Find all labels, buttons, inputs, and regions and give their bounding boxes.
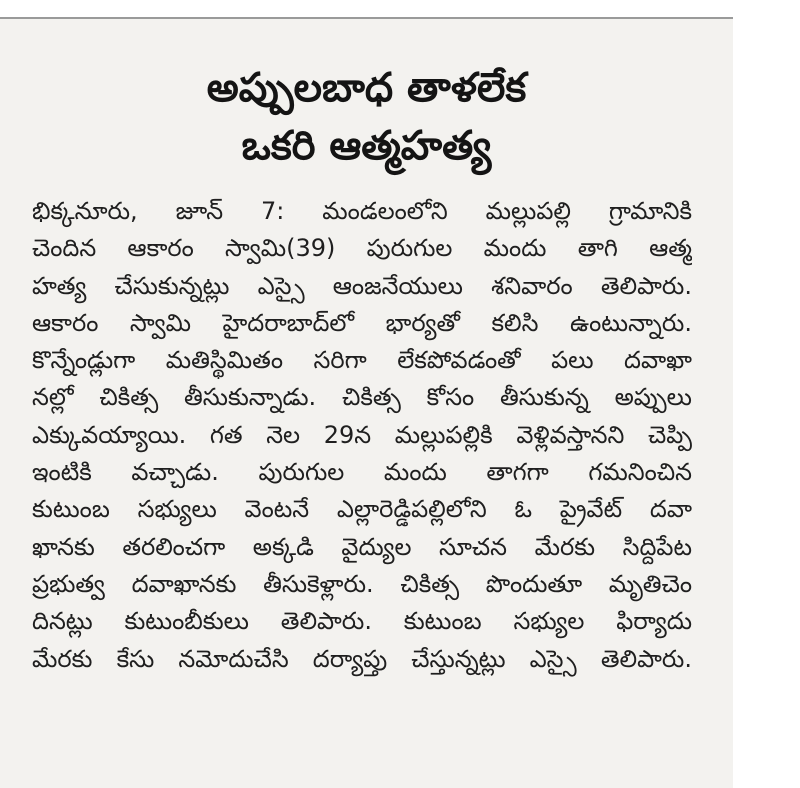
- body-line: మేరకు కేసు నమోదుచేసి దర్యాప్తు చేస్తున్నట్లు ఎస్సై తెలిపారు.: [32, 644, 692, 673]
- news-clipping: [0, 19, 733, 788]
- body-line: కుటుంబ సభ్యులు వెంటనే ఎల్లారెడ్డిపల్లిలోని ఓ ప్రైవేట్ దవా: [32, 495, 692, 524]
- article-headline: [0, 59, 733, 175]
- body-line: ఇంటికి వచ్చాడు. పురుగుల మందు తాగగా గమనించిన: [32, 458, 692, 487]
- body-line: ఆకారం స్వామి హైదరాబాద్‌లో భార్యతో కలిసి ఉంటున్నారు.: [32, 308, 692, 337]
- body-line: భిక్కనూరు, జూన్ 7: మండలంలోని మల్లుపల్లి గ్రామానికి: [32, 197, 692, 225]
- body-line: హత్య చేసుకున్నట్లు ఎస్సై ఆంజనేయులు శనివారం తెలిపారు.: [32, 271, 692, 300]
- body-line: చెందిన ఆకారం స్వామి(39) పురుగుల మందు తాగి ఆత్మ: [32, 234, 692, 263]
- headline-line-2: ఒకరి ఆత్మహత్య: [241, 123, 492, 169]
- body-line: కొన్నేండ్లుగా మతిస్థిమితం సరిగా లేకపోవడంతో పలు దవాఖా: [32, 346, 692, 375]
- body-line: ఎక్కువయ్యాయి. గత నెల 29న మల్లుపల్లికి వెళ్లివస్తానని చెప్పి: [32, 420, 692, 449]
- headline-line-1: అప్పులబాధ తాళలేక: [206, 65, 527, 111]
- body-line: నల్లో చికిత్స తీసుకున్నాడు. చికిత్స కోసం తీసుకున్న అప్పులు: [32, 383, 692, 412]
- body-line: దినట్లు కుటుంబీకులు తెలిపారు. కుటుంబ సభ్యుల ఫిర్యాదు: [32, 607, 692, 636]
- article-body: [32, 193, 692, 678]
- body-line: ప్రభుత్వ దవాఖానకు తీసుకెళ్లారు. చికిత్స పొందుతూ మృతిచెం: [32, 569, 692, 598]
- body-line: ఖానకు తరలించగా అక్కడి వైద్యుల సూచన మేరకు సిద్దిపేట: [32, 532, 692, 561]
